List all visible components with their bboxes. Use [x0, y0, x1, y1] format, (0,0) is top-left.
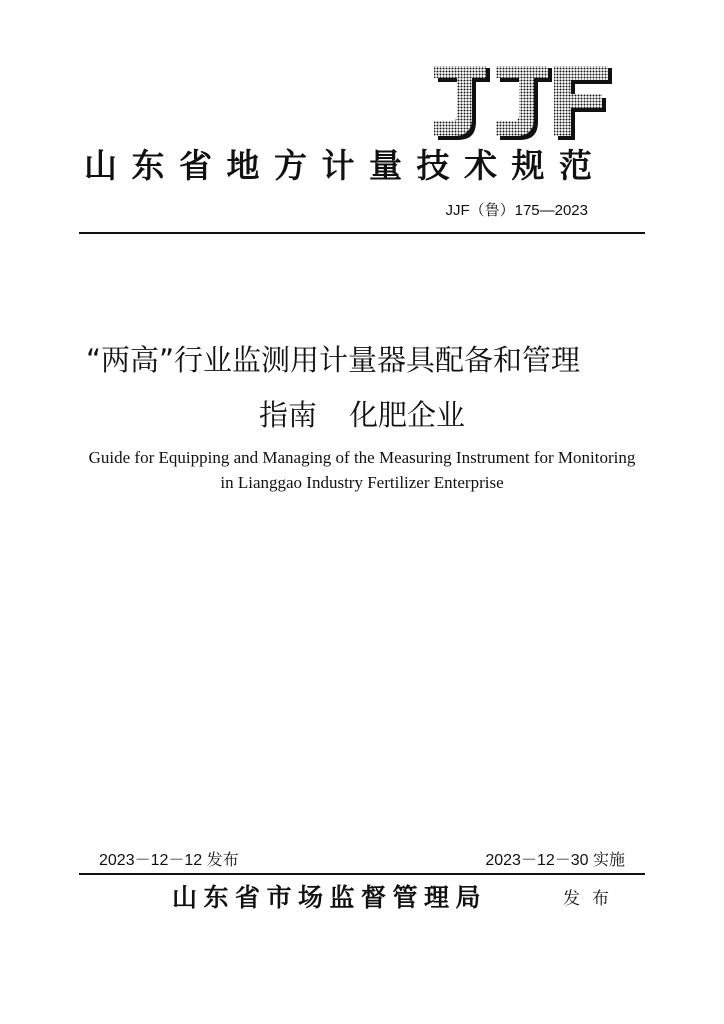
- document-title-cn-line2-part2: 化肥企业: [349, 398, 466, 432]
- implementation-date: 2023－12－30 实施: [485, 852, 625, 869]
- document-title-cn-line1: “两高”行业监测用计量器具配备和管理: [86, 343, 581, 377]
- document-title-cn-line2-part1: 指南: [258, 398, 317, 432]
- publish-label: 发布: [563, 889, 621, 909]
- jjf-logo-icon: [430, 64, 616, 144]
- header-divider: [79, 232, 645, 234]
- issue-date: 2023－12－12 发布: [99, 852, 239, 869]
- document-title-en: [0, 445, 724, 495]
- document-title-en-line1: Guide for Equipping and Managing of the Measuring Instrument for Monitoring: [88, 448, 636, 467]
- series-title: 山东省地方计量技术规范: [84, 146, 607, 185]
- standard-code: JJF（鲁）175—2023: [445, 202, 588, 219]
- footer-divider: [79, 873, 645, 875]
- publisher-name: 山东省市场监督管理局: [172, 883, 488, 912]
- document-title-en-line2: in Lianggao Industry Fertilizer Enterprise: [220, 473, 504, 492]
- document-title-cn-line2: [0, 393, 724, 434]
